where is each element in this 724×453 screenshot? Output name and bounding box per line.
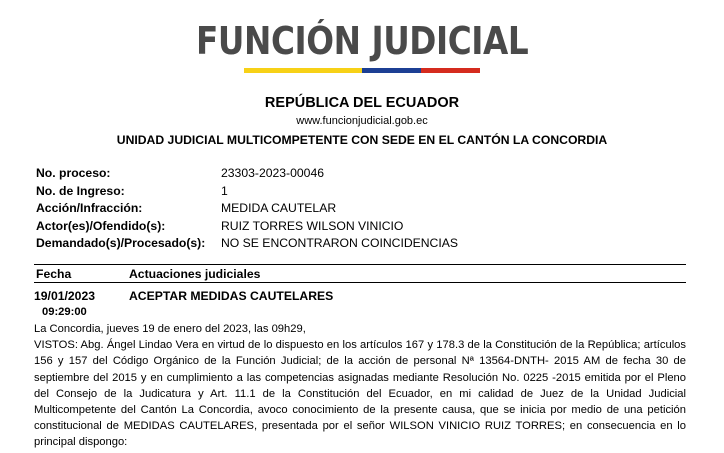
field-entry-number [36, 183, 458, 201]
ecuador-flag-stripe [244, 68, 480, 73]
flag-yellow-stripe [244, 68, 362, 73]
judicial-unit-title: UNIDAD JUDICIAL MULTICOMPETENTE CON SEDE EN EL CANTÓN LA CONCORDIA [116, 133, 608, 147]
field-label: No. proceso: [36, 166, 111, 180]
field-actor [36, 218, 458, 236]
website-link[interactable]: www.funcionjudicial.gob.ec [296, 115, 428, 127]
field-label: Actor(es)/Ofendido(s): [36, 218, 166, 233]
column-header-actions: Actuaciones judiciales [129, 267, 261, 281]
entry-title: ACEPTAR MEDIDAS CAUTELARES [129, 289, 334, 303]
divider-header [34, 282, 686, 283]
entry-date: 19/01/2023 [34, 289, 95, 303]
case-info [36, 165, 458, 253]
flag-red-stripe [421, 68, 480, 73]
entry-dateline: La Concordia, jueves 19 de enero del 2023, las 09h29, [34, 323, 306, 335]
field-value: NO SE ENCONTRARON COINCIDENCIAS [221, 236, 459, 251]
entry-time: 09:29:00 [42, 306, 87, 318]
field-action [36, 200, 458, 218]
field-value: MEDIDA CAUTELAR [221, 201, 337, 216]
republic-title: REPÚBLICA DEL ECUADOR [264, 95, 460, 111]
field-label: Demandado(s)/Procesado(s): [36, 236, 206, 251]
field-value: 23303-2023-00046 [221, 166, 325, 180]
field-value: 1 [221, 183, 228, 198]
field-value: RUIZ TORRES WILSON VINICIO [221, 218, 404, 233]
column-header-date: Fecha [36, 267, 72, 281]
field-defendant [36, 235, 458, 253]
divider-top [34, 264, 686, 265]
entry-paragraph: VISTOS: Abg. Ángel Lindao Vera en virtud de lo dispuesto en los artículos 167 y 178.3 de la Constitución de la República; artículos 156 y 157 del Código Orgánico de la Función Judicial; de la acción de personal Nª 13564-DNTH- 2015 AM de fecha 30 de septiembre del 2015 y en cumplimiento a las competencias asignadas mediante Resolución No. 0225 -2015 emitida por el Pleno del Consejo de la Judicatura y Art. 11.1 de la Constitución del Ecuador, en mi calidad de Juez de la Unidad Judicial Multicompetente del Cantón La Concordia, avoco conocimiento de la presente causa, que se inicia por medio de una petición constitucional de MEDIDAS CAUTELARES, presentada por el señor WILSON VINICIO RUIZ TORRES; en consecuencia en lo principal dispongo: [34, 339, 686, 449]
entry-body [34, 321, 686, 451]
flag-blue-stripe [362, 68, 421, 73]
logo-text: FUNCIÓN JUDICIAL [195, 19, 529, 63]
field-label: Acción/Infracción: [36, 201, 143, 216]
field-label: No. de Ingreso: [36, 183, 125, 198]
field-process-number [36, 165, 458, 183]
function-judicial-logo [0, 20, 724, 62]
